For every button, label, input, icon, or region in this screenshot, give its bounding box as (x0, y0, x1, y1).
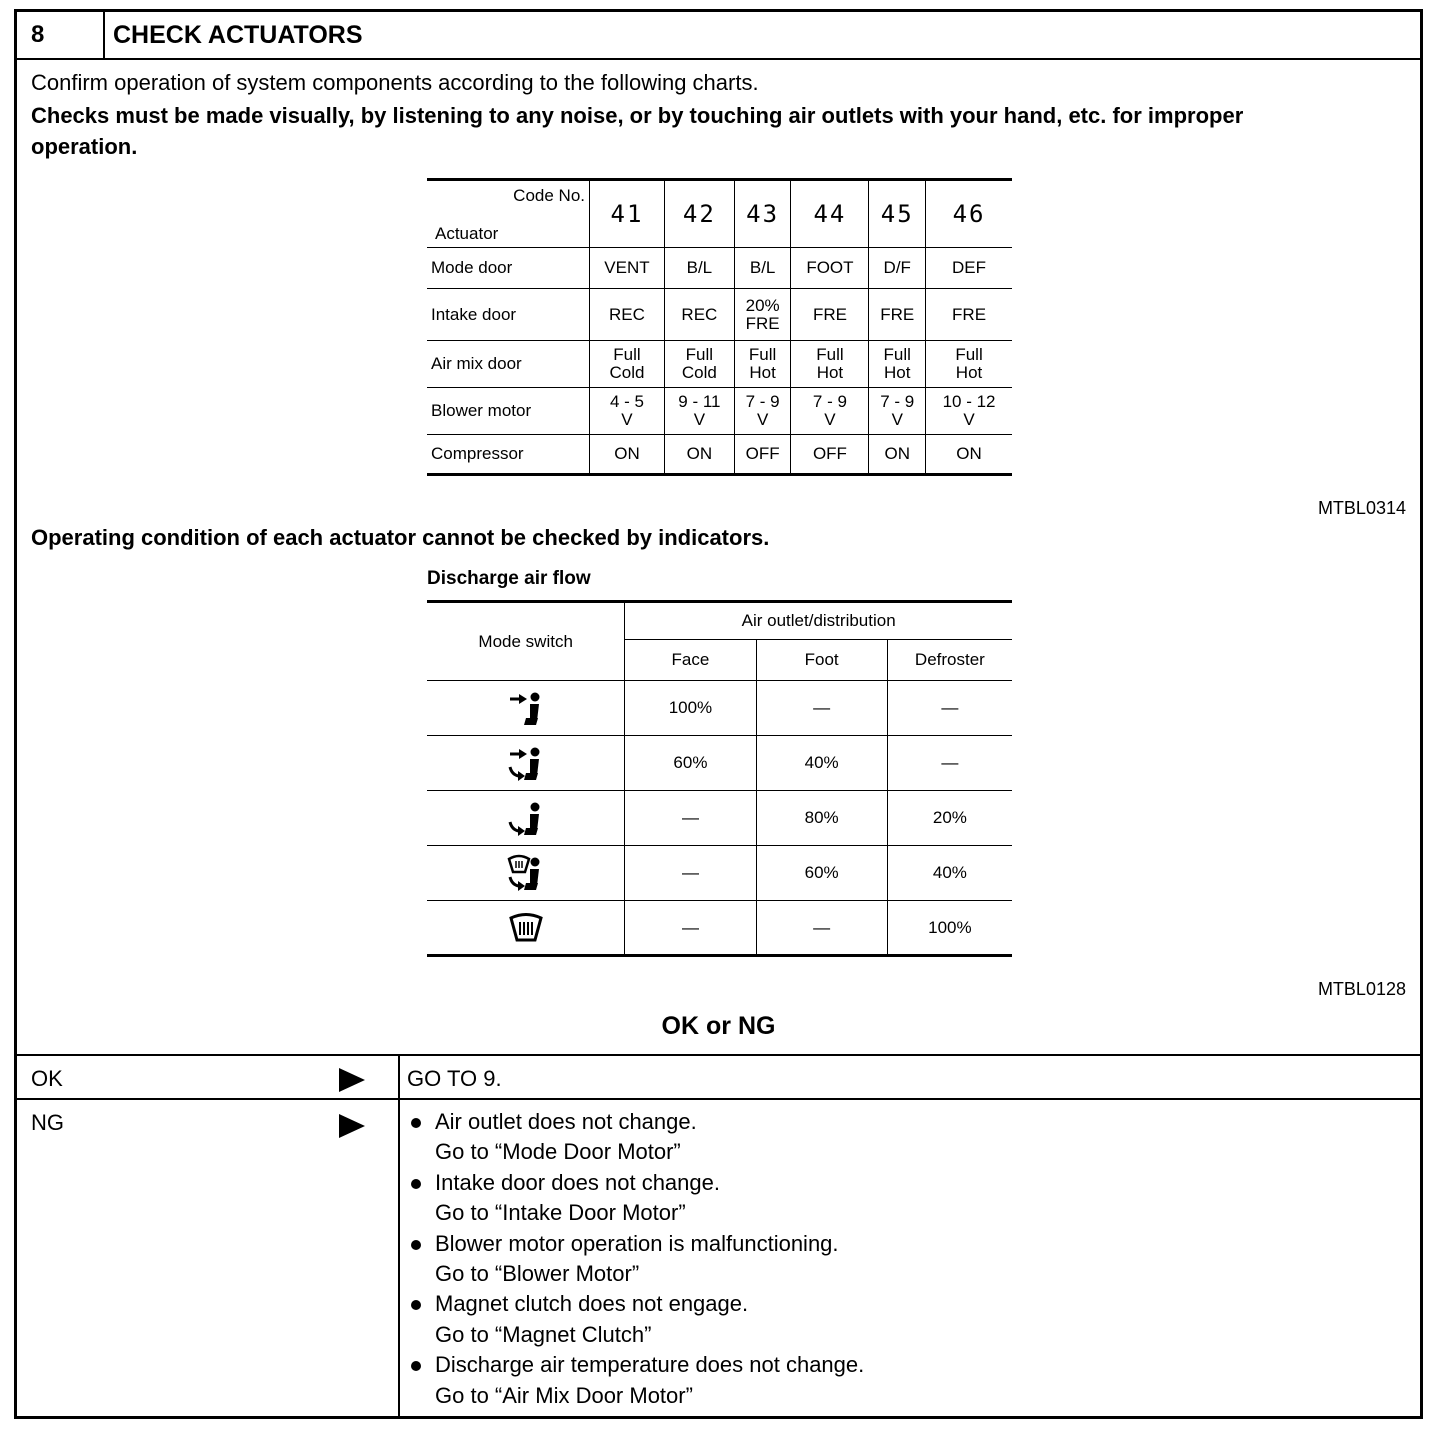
flow-value: 80% (756, 791, 887, 846)
ok-action: GO TO 9. (407, 1066, 502, 1091)
outlet-column-header: Face (625, 640, 756, 681)
ng-action-item (407, 1168, 864, 1229)
actuator-value: REC (590, 289, 665, 341)
air-outlet-header: Air outlet/distribution (625, 602, 1012, 640)
actuator-value: B/L (734, 248, 791, 289)
actuator-value: Full Cold (590, 341, 665, 388)
actuator-value: 7 - 9 V (791, 388, 869, 435)
actuator-value: D/F (869, 248, 926, 289)
flow-value: 100% (887, 901, 1012, 956)
code-header-cell (427, 180, 590, 248)
ng-action-item (407, 1289, 864, 1350)
flow-value: — (756, 901, 887, 956)
flow-value: 40% (756, 736, 887, 791)
flow-header-row (427, 602, 1012, 640)
code-cell: 42 (664, 180, 734, 248)
ng-action-item (407, 1350, 864, 1411)
actuator-row (427, 341, 1012, 388)
foot-defrost-mode-icon (506, 853, 546, 893)
ok-label: OK (31, 1066, 63, 1091)
outlet-column-header: Defroster (887, 640, 1012, 681)
actuator-value: 7 - 9 V (734, 388, 791, 435)
procedure-page (14, 9, 1423, 1419)
ok-row (17, 1054, 1420, 1100)
flow-value: 100% (625, 681, 756, 736)
actuator-name: Intake door (427, 289, 590, 341)
flow-row (427, 901, 1012, 956)
actuator-value: FRE (791, 289, 869, 341)
flow-value: — (887, 736, 1012, 791)
indicator-note: Operating condition of each actuator cannot be checked by indicators. (31, 525, 770, 550)
actuator-table-ref: MTBL0314 (1317, 498, 1406, 518)
actuator-table (427, 178, 1012, 476)
actuator-value: ON (926, 435, 1012, 475)
ng-goto: Go to “Intake Door Motor” (435, 1200, 686, 1226)
actuator-value: ON (869, 435, 926, 475)
actuator-value: 7 - 9 V (869, 388, 926, 435)
code-no-label: Code No. (513, 186, 585, 205)
flow-row (427, 681, 1012, 736)
discharge-air-flow-table (427, 600, 1012, 957)
flow-value: 20% (887, 791, 1012, 846)
flow-value: — (625, 791, 756, 846)
flow-table-ref: MTBL0128 (1317, 979, 1406, 999)
mode-icon-cell (427, 736, 625, 791)
flow-row (427, 846, 1012, 901)
actuator-name: Blower motor (427, 388, 590, 435)
actuator-value: Full Hot (734, 341, 791, 388)
ng-condition: Discharge air temperature does not change. (435, 1352, 865, 1378)
actuator-value: REC (664, 289, 734, 341)
foot-mode-icon (506, 798, 546, 838)
flow-value: 40% (887, 846, 1012, 901)
mode-switch-header: Mode switch (427, 602, 625, 681)
ng-goto: Go to “Magnet Clutch” (435, 1321, 652, 1347)
ng-row (17, 1098, 1420, 1418)
flow-value: 60% (756, 846, 887, 901)
code-cell: 45 (869, 180, 926, 248)
code-cell: 46 (926, 180, 1012, 248)
actuator-value: Full Hot (926, 341, 1012, 388)
flow-value: — (887, 681, 1012, 736)
flow-value: — (625, 846, 756, 901)
flow-value: — (625, 901, 756, 956)
actuator-value: OFF (734, 435, 791, 475)
ng-goto: Go to “Blower Motor” (435, 1261, 640, 1287)
flow-row (427, 791, 1012, 846)
actuator-value: FRE (869, 289, 926, 341)
actuator-value: DEF (926, 248, 1012, 289)
step-number: 8 (17, 12, 105, 58)
actuator-value: Full Hot (791, 341, 869, 388)
code-cell: 44 (791, 180, 869, 248)
actuator-value: Full Hot (869, 341, 926, 388)
mode-icon-cell (427, 791, 625, 846)
actuator-value: VENT (590, 248, 665, 289)
actuator-value: 20% FRE (734, 289, 791, 341)
ng-condition: Intake door does not change. (435, 1169, 720, 1195)
mode-icon-cell (427, 846, 625, 901)
ng-label: NG (31, 1110, 64, 1135)
actuator-value: 4 - 5 V (590, 388, 665, 435)
instruction-text: Checks must be made visually, by listening to any noise, or by touching air outlets with your hand, etc. for improper operation. (31, 103, 1244, 159)
actuator-name: Mode door (427, 248, 590, 289)
actuator-value: 10 - 12 V (926, 388, 1012, 435)
ng-condition: Blower motor operation is malfunctioning. (435, 1230, 839, 1256)
ng-goto: Go to “Air Mix Door Motor” (435, 1382, 693, 1408)
code-cell: 43 (734, 180, 791, 248)
arrow-right-icon (339, 1068, 365, 1092)
actuator-name: Air mix door (427, 341, 590, 388)
actuator-name: Compressor (427, 435, 590, 475)
code-cell: 41 (590, 180, 665, 248)
step-header (17, 12, 1420, 60)
ng-condition: Air outlet does not change. (435, 1109, 697, 1134)
flow-value: 60% (625, 736, 756, 791)
flow-row (427, 736, 1012, 791)
actuator-row (427, 248, 1012, 289)
actuator-row (427, 435, 1012, 475)
vent-mode-icon (506, 688, 546, 728)
ng-action-item (407, 1229, 864, 1290)
actuator-value: FOOT (791, 248, 869, 289)
ng-condition: Magnet clutch does not engage. (435, 1291, 749, 1317)
mode-icon-cell (427, 901, 625, 956)
flow-value: — (756, 681, 887, 736)
outlet-column-header: Foot (756, 640, 887, 681)
actuator-label: Actuator (435, 224, 499, 243)
ng-action-list (407, 1107, 864, 1411)
actuator-value: Full Cold (664, 341, 734, 388)
intro-text: Confirm operation of system components according to the following charts. (31, 70, 759, 95)
mode-icon-cell (427, 681, 625, 736)
actuator-row (427, 289, 1012, 341)
defrost-mode-icon (506, 908, 546, 948)
ng-action-item (407, 1107, 864, 1168)
actuator-value: ON (664, 435, 734, 475)
actuator-value: ON (590, 435, 665, 475)
flow-table-title: Discharge air flow (427, 568, 591, 589)
actuator-row (427, 388, 1012, 435)
actuator-value: B/L (664, 248, 734, 289)
arrow-right-icon (339, 1114, 365, 1138)
step-title: CHECK ACTUATORS (113, 21, 363, 49)
actuator-value: FRE (926, 289, 1012, 341)
bilevel-mode-icon (506, 743, 546, 783)
actuator-value: 9 - 11 V (664, 388, 734, 435)
ng-goto: Go to “Mode Door Motor” (435, 1139, 681, 1165)
code-row (427, 180, 1012, 248)
ok-or-ng-title: OK or NG (661, 1012, 776, 1040)
actuator-value: OFF (791, 435, 869, 475)
